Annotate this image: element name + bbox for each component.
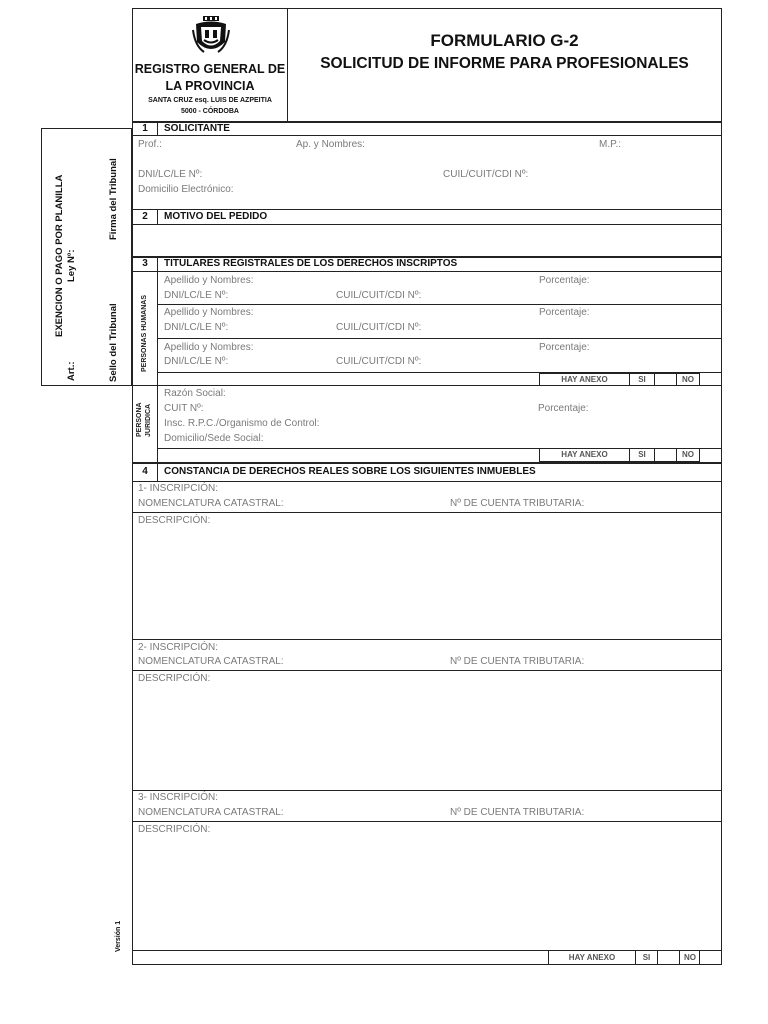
applicant-cuil-label[interactable]: CUIL/CUIT/CDI Nº: (443, 169, 529, 180)
annex3-yes-checkbox[interactable] (658, 951, 679, 964)
email-label[interactable]: Domicilio Electrónico: (138, 184, 234, 195)
section2-num-divider (157, 209, 158, 224)
annex2-label: HAY ANEXO (561, 450, 608, 459)
annex1-yes-checkbox[interactable] (655, 374, 676, 385)
holder1-cuil-label[interactable]: CUIL/CUIT/CDI Nº: (336, 290, 422, 301)
holder2-percentage-label[interactable]: Porcentaje: (539, 307, 590, 318)
reason-field[interactable] (133, 225, 721, 256)
property2-divider (132, 670, 722, 671)
org-name-line2: LA PROVINCIA (165, 79, 255, 93)
property3-divider (132, 821, 722, 822)
crest-logo (192, 16, 230, 56)
holder2-names-label[interactable]: Apellido y Nombres: (164, 307, 254, 318)
section1-num-divider (157, 122, 158, 135)
holder-row-divider-1 (157, 304, 722, 305)
section1-title: SOLICITANTE (164, 123, 230, 134)
holder1-dni-label[interactable]: DNI/LC/LE Nº: (164, 290, 229, 301)
holder2-cuil-label[interactable]: CUIL/CUIT/CDI Nº: (336, 322, 422, 333)
org-city: 5000 - CÓRDOBA (181, 108, 239, 115)
section2-number: 2 (142, 211, 148, 222)
annex3-label: HAY ANEXO (568, 953, 616, 962)
annex1-no: NO (682, 375, 694, 384)
applicant-names-label[interactable]: Ap. y Nombres: (296, 139, 365, 150)
section1-header-line (132, 135, 722, 136)
section3-title: TITULARES REGISTRALES DE LOS DERECHOS INSCRIPTOS (164, 258, 458, 269)
property1-tax-account-label[interactable]: Nº DE CUENTA TRIBUTARIA: (450, 498, 585, 509)
business-name-label[interactable]: Razón Social: (164, 388, 226, 399)
property1-cadastral-label[interactable]: NOMENCLATURA CATASTRAL: (138, 498, 284, 509)
property3-cadastral-label[interactable]: NOMENCLATURA CATASTRAL: (138, 807, 284, 818)
property2-cadastral-label[interactable]: NOMENCLATURA CATASTRAL: (138, 656, 284, 667)
annex2-yes-checkbox[interactable] (655, 449, 676, 461)
holder3-cuil-label[interactable]: CUIL/CUIT/CDI Nº: (336, 356, 422, 367)
property1-description-label[interactable]: DESCRIPCIÓN: (138, 515, 211, 526)
section4-title: CONSTANCIA DE DERECHOS REALES SOBRE LOS SIGUIENTES INMUEBLES (164, 466, 536, 477)
property1-divider (132, 512, 722, 513)
holder-row-divider-2 (157, 338, 722, 339)
org-address: SANTA CRUZ esq. LUIS DE AZPEITIA (148, 97, 272, 104)
property3-top-line (132, 790, 722, 791)
section4-number: 4 (142, 466, 148, 477)
section4-box (132, 463, 722, 965)
property3-description-label[interactable]: DESCRIPCIÓN: (138, 824, 211, 835)
annex2-no: NO (682, 450, 694, 459)
section4-num-divider (157, 463, 158, 481)
seal-label: Sello del Tribunal (108, 303, 119, 382)
property2-inscription-label[interactable]: 2- INSCRIPCIÓN: (138, 642, 219, 653)
section3-header-line (132, 271, 722, 272)
annex3-yes: SI (642, 953, 651, 962)
org-name-line1: REGISTRO GENERAL DE (134, 62, 286, 76)
section1-number: 1 (142, 123, 148, 134)
holder1-percentage-label[interactable]: Porcentaje: (539, 275, 590, 286)
annex3-no: NO (684, 953, 696, 962)
holder3-names-label[interactable]: Apellido y Nombres: (164, 342, 254, 353)
natural-persons-label: PERSONAS HUMANAS (141, 294, 148, 372)
holder3-dni-label[interactable]: DNI/LC/LE Nº: (164, 356, 229, 367)
holder2-dni-label[interactable]: DNI/LC/LE Nº: (164, 322, 229, 333)
legal-person-label-line2: JURIDICA (145, 403, 152, 437)
annex1-label: HAY ANEXO (561, 375, 608, 384)
section3-num-divider (157, 257, 158, 463)
exemption-title: EXENCION O PAGO POR PLANILLA (54, 174, 65, 337)
property3-tax-account-label[interactable]: Nº DE CUENTA TRIBUTARIA: (450, 807, 585, 818)
art-label: Art.: (66, 361, 77, 381)
version-label: Versión 1 (115, 920, 122, 952)
section3-number: 3 (142, 258, 148, 269)
annex2-yes: SI (638, 450, 646, 459)
applicant-dni-label[interactable]: DNI/LC/LE Nº: (138, 169, 203, 180)
signature-label: Firma del Tribunal (108, 158, 119, 240)
legal-percentage-label[interactable]: Porcentaje: (538, 403, 589, 414)
property2-description-label[interactable]: DESCRIPCIÓN: (138, 673, 211, 684)
holder1-names-label[interactable]: Apellido y Nombres: (164, 275, 254, 286)
legal-cuit-label[interactable]: CUIT Nº: (164, 403, 204, 414)
mp-label[interactable]: M.P.: (599, 139, 622, 150)
property3-inscription-label[interactable]: 3- INSCRIPCIÓN: (138, 792, 219, 803)
section2-title: MOTIVO DEL PEDIDO (164, 211, 268, 222)
law-label: Ley Nº: (66, 249, 77, 282)
rpc-label[interactable]: Insc. R.P.C./Organismo de Control: (164, 418, 320, 429)
legal-address-label[interactable]: Domicilio/Sede Social: (164, 433, 264, 444)
form-title: SOLICITUD DE INFORME PARA PROFESIONALES (320, 55, 689, 72)
property2-tax-account-label[interactable]: Nº DE CUENTA TRIBUTARIA: (450, 656, 585, 667)
form-code: FORMULARIO G-2 (430, 31, 579, 50)
legal-person-label-line1: PERSONA (136, 402, 143, 437)
section4-header-line (132, 481, 722, 482)
holder3-percentage-label[interactable]: Porcentaje: (539, 342, 590, 353)
property1-inscription-label[interactable]: 1- INSCRIPCIÓN: (138, 483, 219, 494)
prof-label[interactable]: Prof.: (138, 139, 162, 150)
property2-top-line (132, 639, 722, 640)
annex1-yes: SI (638, 375, 646, 384)
